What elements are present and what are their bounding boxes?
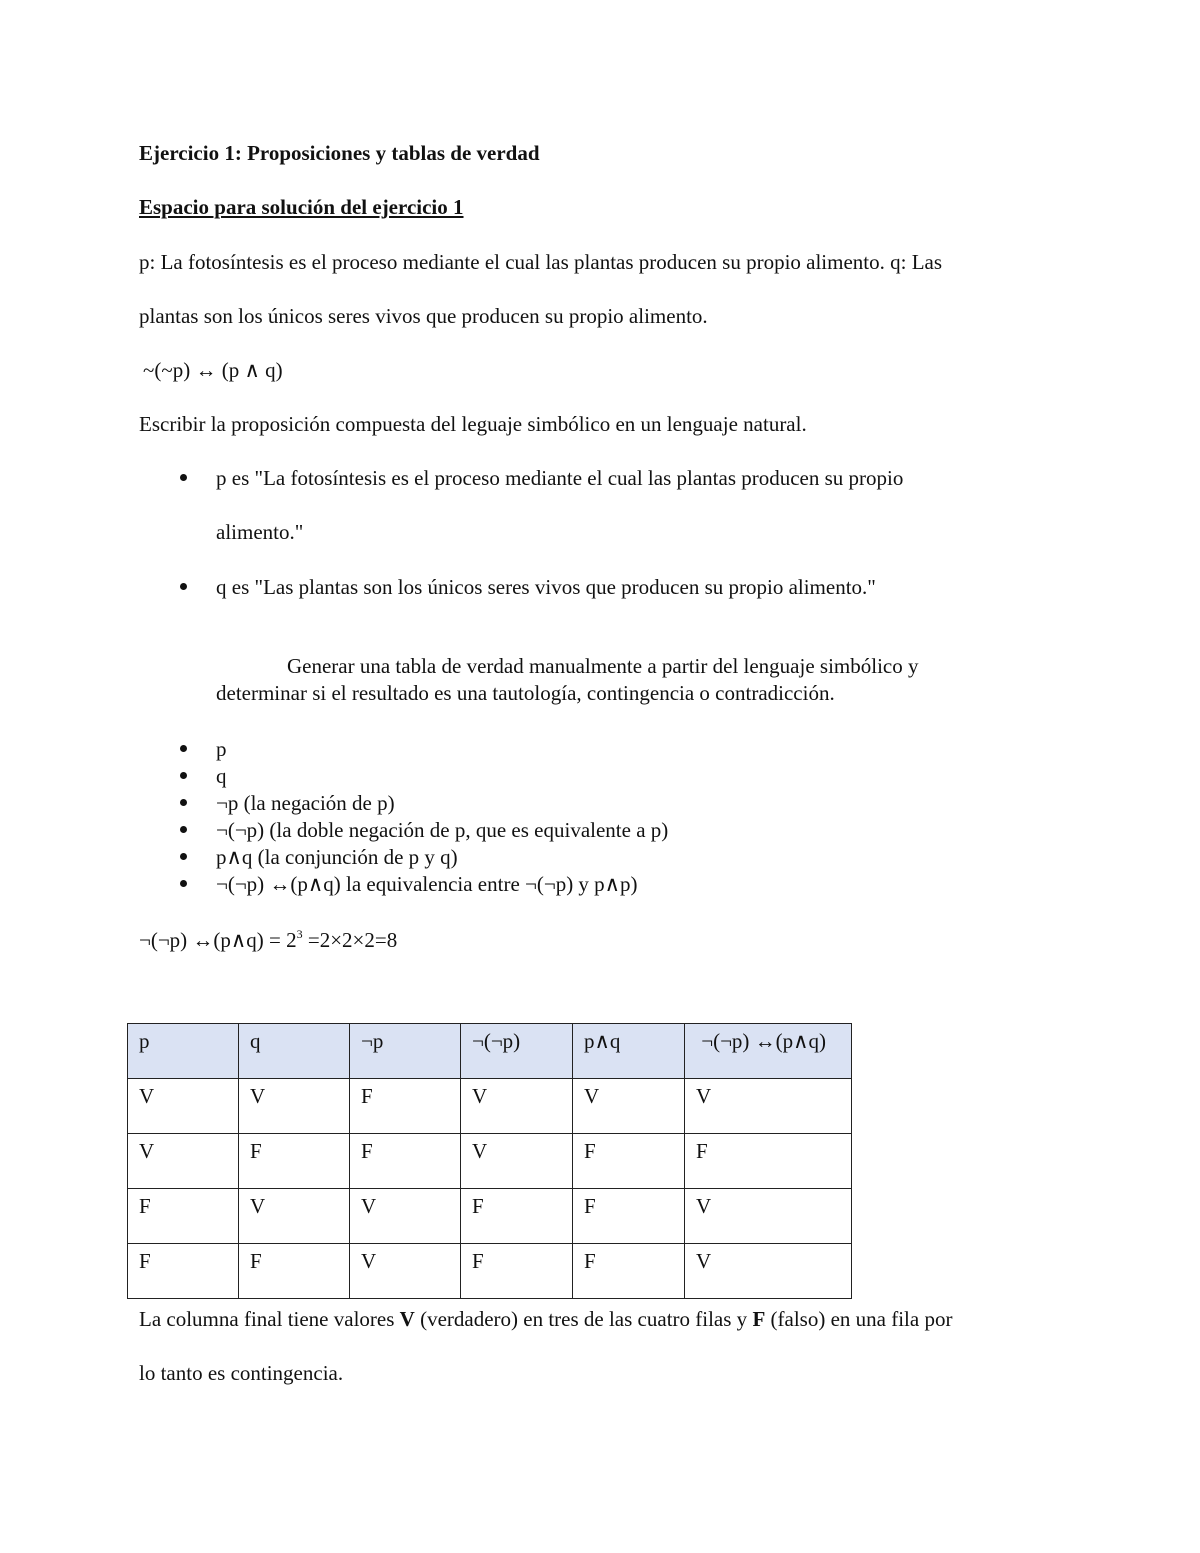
table-cell: F xyxy=(128,1189,239,1244)
table-header-cell: ¬p xyxy=(350,1024,461,1079)
bullet-icon xyxy=(180,826,187,833)
generate-line-2: determinar si el resultado es una tautología, contingencia o contradicción. xyxy=(216,681,835,705)
table-header-cell: ¬(¬p) xyxy=(461,1024,573,1079)
conclusion-line-1 xyxy=(139,1307,952,1332)
combinations-suffix: =2×2×2=8 xyxy=(302,928,398,952)
table-cell: V xyxy=(128,1079,239,1134)
conclusion-text: (falso) en una fila por xyxy=(765,1307,953,1331)
natural-item-q: q es "Las plantas son los únicos seres vivos que producen su propio alimento." xyxy=(216,575,876,599)
table-cell: F xyxy=(239,1244,350,1299)
component-item: q xyxy=(216,764,227,788)
table-header-cell: q xyxy=(239,1024,350,1079)
table-cell: V xyxy=(685,1189,852,1244)
bullet-icon xyxy=(180,880,187,887)
table-cell: F xyxy=(350,1079,461,1134)
component-item: ¬p (la negación de p) xyxy=(216,791,395,815)
table-row xyxy=(128,1244,852,1299)
conclusion-text: (verdadero) en tres de las cuatro filas y xyxy=(414,1307,753,1331)
component-item: ¬(¬p) (la doble negación de p, que es equivalente a p) xyxy=(216,818,669,842)
table-cell: V xyxy=(461,1079,573,1134)
combinations-formula xyxy=(139,928,397,953)
table-cell: F xyxy=(128,1244,239,1299)
table-cell: F xyxy=(685,1134,852,1189)
table-cell: V xyxy=(685,1244,852,1299)
table-cell: F xyxy=(350,1134,461,1189)
combinations-prefix: ¬(¬p) ↔(p∧q) = 2 xyxy=(139,928,297,952)
natural-item-p-line2: alimento." xyxy=(216,520,304,544)
table-row xyxy=(128,1134,852,1189)
solution-heading: Espacio para solución del ejercicio 1 xyxy=(139,195,464,219)
component-item: p xyxy=(216,737,227,761)
conclusion-text: La columna final tiene valores xyxy=(139,1307,400,1331)
table-cell: F xyxy=(573,1134,685,1189)
table-header-cell: p∧q xyxy=(573,1024,685,1079)
bullet-icon xyxy=(180,745,187,752)
conclusion-f: F xyxy=(752,1307,766,1331)
table-cell: F xyxy=(461,1189,573,1244)
generate-line-1: Generar una tabla de verdad manualmente a partir del lenguaje simbólico y xyxy=(287,654,919,678)
table-row xyxy=(128,1189,852,1244)
component-item: ¬(¬p) ↔(p∧q) la equivalencia entre ¬(¬p) y p∧p) xyxy=(216,872,638,896)
table-cell: V xyxy=(573,1079,685,1134)
table-cell: V xyxy=(128,1134,239,1189)
table-cell: V xyxy=(685,1079,852,1134)
table-cell: F xyxy=(573,1189,685,1244)
bullet-icon xyxy=(180,853,187,860)
table-cell: V xyxy=(239,1079,350,1134)
bullet-icon xyxy=(180,583,187,590)
table-header-row xyxy=(128,1024,852,1079)
table-cell: V xyxy=(461,1134,573,1189)
intro-line-2: plantas son los únicos seres vivos que producen su propio alimento. xyxy=(139,304,708,328)
table-cell: F xyxy=(461,1244,573,1299)
table-cell: V xyxy=(239,1189,350,1244)
conclusion-v: V xyxy=(399,1307,415,1331)
bullet-icon xyxy=(180,799,187,806)
table-cell: F xyxy=(573,1244,685,1299)
instruction: Escribir la proposición compuesta del leguaje simbólico en un lenguaje natural. xyxy=(139,412,807,436)
table-cell: V xyxy=(350,1244,461,1299)
table-cell: V xyxy=(350,1189,461,1244)
exercise-title: Ejercicio 1: Proposiciones y tablas de verdad xyxy=(139,141,540,165)
table-header-cell: p xyxy=(128,1024,239,1079)
component-item: p∧q (la conjunción de p y q) xyxy=(216,845,458,869)
combinations-exponent: 3 xyxy=(296,927,303,941)
intro-line-1: p: La fotosíntesis es el proceso mediante el cual las plantas producen su propio alimento. q: Las xyxy=(139,250,943,274)
bullet-icon xyxy=(180,474,187,481)
formula: ~(~p) ↔ (p ∧ q) xyxy=(143,358,283,382)
table-cell: F xyxy=(239,1134,350,1189)
table-row xyxy=(128,1079,852,1134)
natural-item-p-line1: p es "La fotosíntesis es el proceso mediante el cual las plantas producen su propio xyxy=(216,466,904,490)
truth-table xyxy=(127,1023,852,1299)
conclusion-line-2: lo tanto es contingencia. xyxy=(139,1361,344,1385)
table-header-cell: ¬(¬p) ↔(p∧q) xyxy=(685,1024,852,1079)
bullet-icon xyxy=(180,772,187,779)
